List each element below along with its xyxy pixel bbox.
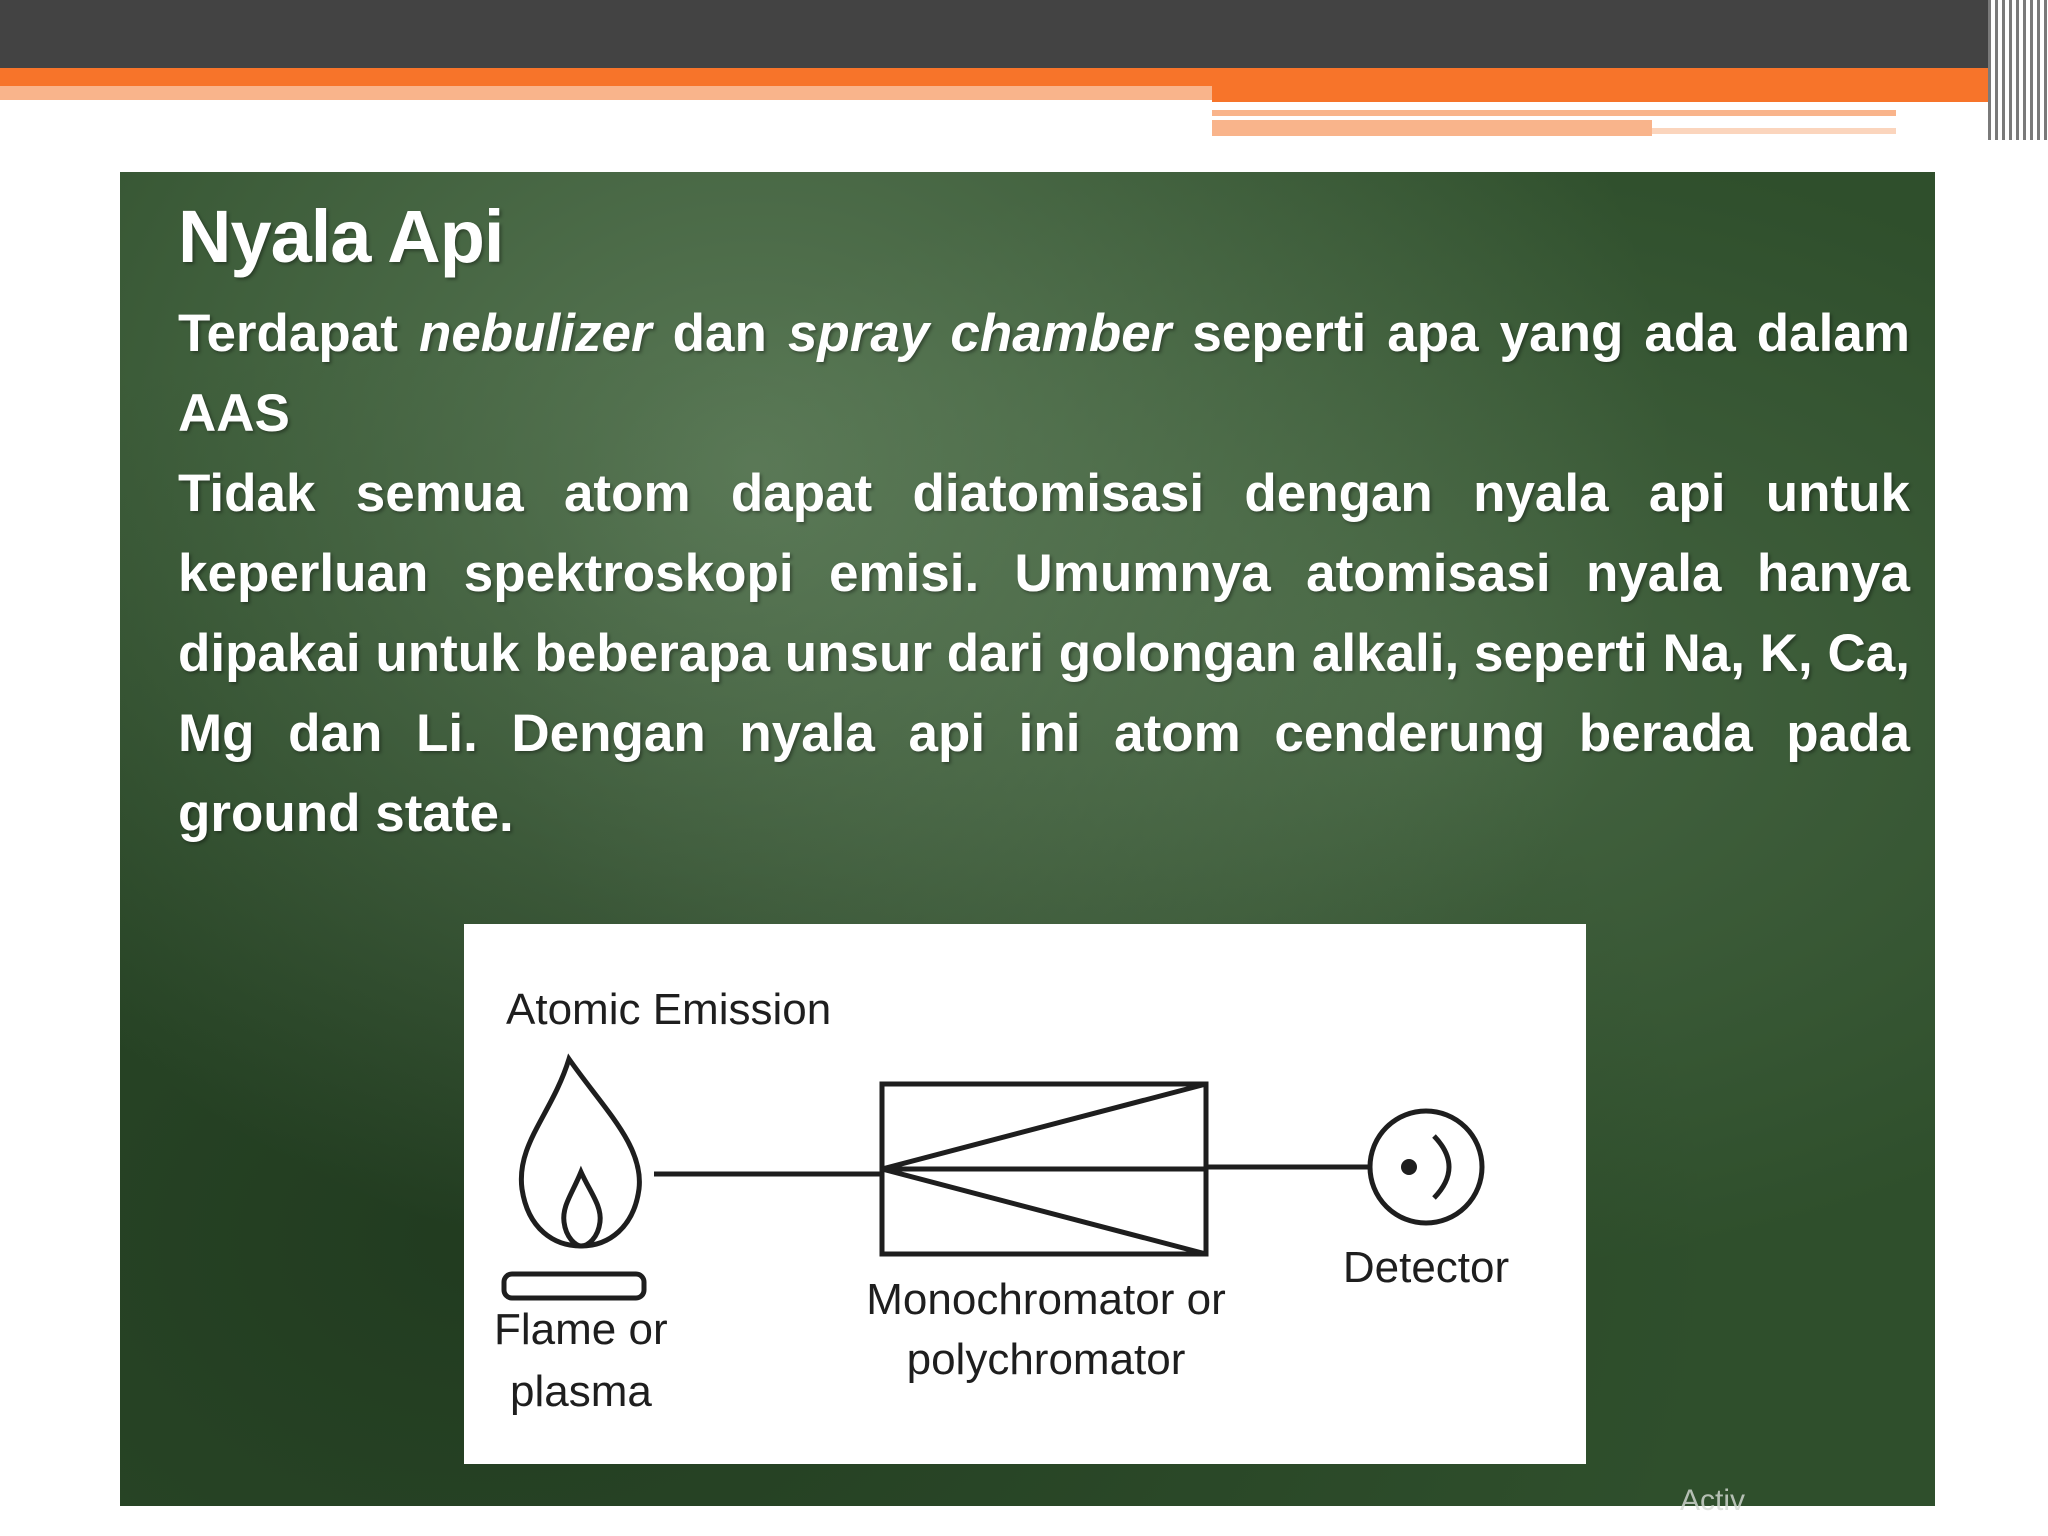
slide-title: Nyala Api <box>178 195 504 278</box>
activation-watermark: Activ <box>1680 1484 1746 1517</box>
paragraph-text: seperti apa yang ada dalam AAS <box>178 304 1910 443</box>
source-label: plasma <box>510 1367 652 1416</box>
source-label: Flame or <box>494 1305 668 1354</box>
accent-stripe <box>0 68 2010 86</box>
accent-stripe-right <box>1212 86 2010 102</box>
dispersion-line <box>882 1084 1206 1169</box>
paragraph-text: Terdapat <box>178 304 419 363</box>
detector-dot <box>1401 1159 1417 1175</box>
monochromator-label: Monochromator or <box>866 1275 1226 1324</box>
diagram-svg <box>464 924 1586 1464</box>
diagram-heading: Atomic Emission <box>506 985 832 1034</box>
decorative-stripes <box>1988 0 2048 140</box>
inner-flame-icon <box>564 1172 600 1246</box>
burner-icon <box>504 1274 644 1298</box>
dispersion-line <box>882 1169 1206 1254</box>
paragraph-text: dan <box>651 304 788 363</box>
paragraph-nebulizer <box>178 294 1910 454</box>
term-spray-chamber: spray chamber <box>787 304 1172 363</box>
accent-line <box>1212 110 1896 116</box>
header-bar <box>0 0 2048 68</box>
accent-stripe-light <box>0 86 1212 100</box>
monochromator-label: polychromator <box>906 1335 1186 1384</box>
detector-arc <box>1434 1136 1449 1198</box>
accent-line <box>1652 128 1896 134</box>
atomic-emission-diagram <box>464 924 1586 1464</box>
detector-icon <box>1370 1111 1482 1223</box>
term-nebulizer: nebulizer <box>418 304 652 363</box>
detector-label: Detector <box>1342 1243 1510 1292</box>
paragraph-atomization: Tidak semua atom dapat diatomisasi dengan nyala api untuk keperluan spektroskopi emisi. Umumnya atomisasi nyala hanya dipakai untuk beberapa unsur dari golongan alkali, seperti Na, K, Ca, Mg dan Li. Dengan nyala api ini atom cenderung berada pada ground state. <box>178 464 1910 843</box>
accent-line <box>1212 120 1652 136</box>
chalkboard-panel <box>120 172 1935 1506</box>
flame-icon <box>521 1059 639 1246</box>
